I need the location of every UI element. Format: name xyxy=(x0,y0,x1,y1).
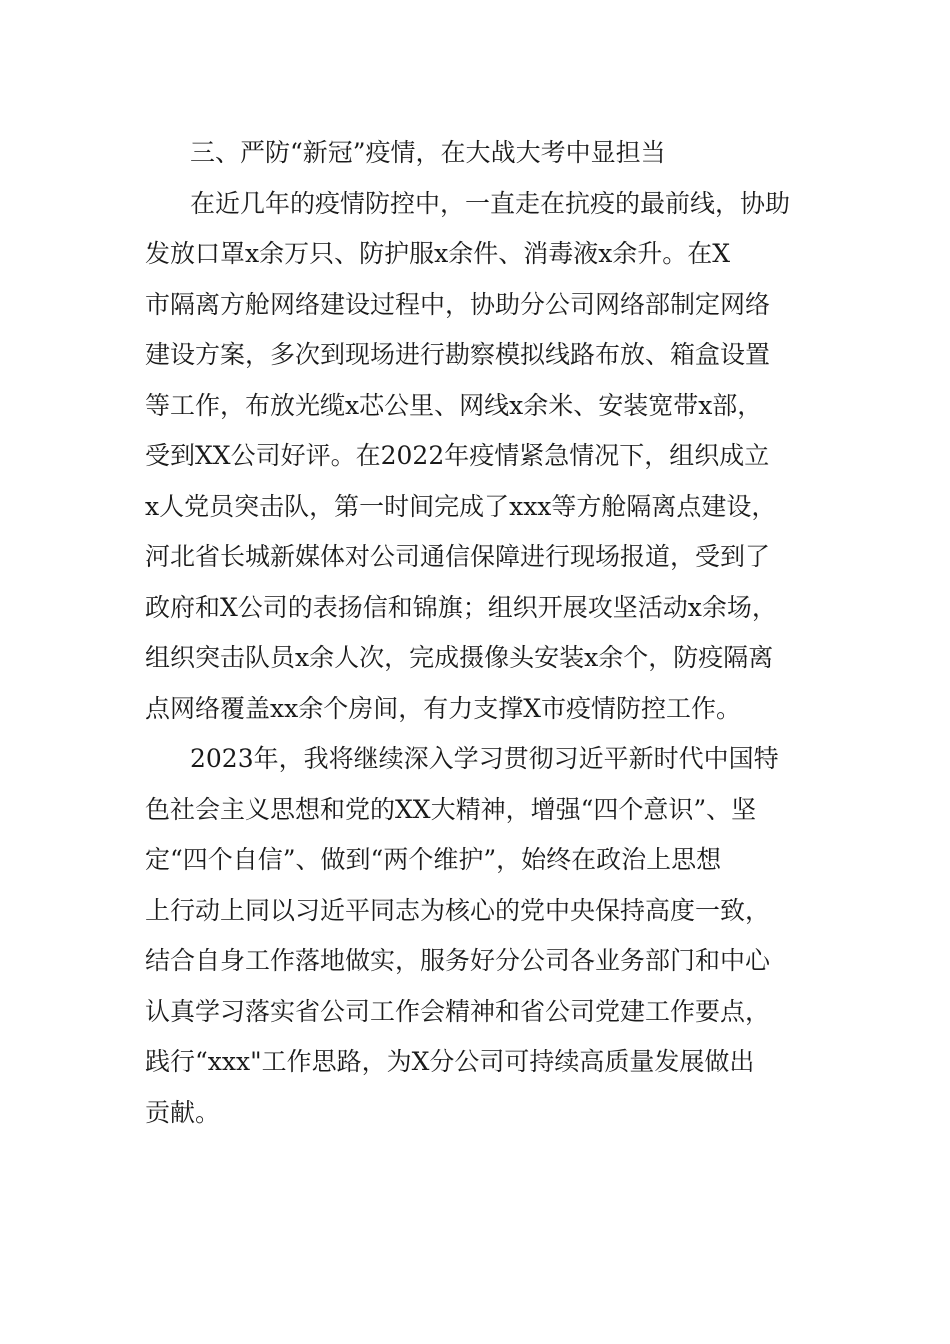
paragraph-line: 河北省长城新媒体对公司通信保障进行现场报道，受到了 xyxy=(145,542,771,571)
paragraph-line: 色社会主义思想和党的XX大精神，增强“四个意识”、坚 xyxy=(145,794,757,824)
paragraph-line: 组织突击队员x余人次，完成摄像头安装x余个，防疫隔离 xyxy=(145,643,774,672)
paragraph-line: 践行“xxx"工作思路，为X分公司可持续高质量发展做出 xyxy=(145,1047,755,1076)
paragraph-line: 上行动上同以习近平同志为核心的党中央保持高度一致， xyxy=(145,895,771,925)
section-heading: 三、严防“新冠”疫情，在大战大考中显担当 xyxy=(190,138,666,167)
paragraph-line: 认真学习落实省公司工作会精神和省公司党建工作要点， xyxy=(145,996,771,1026)
paragraph-line: 市隔离方舱网络建设过程中，协助分公司网络部制定网络 xyxy=(145,289,771,319)
paragraph-line: 点网络覆盖xx余个房间，有力支撑X市疫情防控工作。 xyxy=(145,693,741,723)
document-body xyxy=(145,128,825,1138)
paragraph-line: 2023年，我将继续深入学习贯彻习近平新时代中国特 xyxy=(190,744,779,773)
paragraph-line: 结合自身工作落地做实，服务好分公司各业务部门和中心 xyxy=(145,946,771,975)
paragraph-line: 政府和X公司的表扬信和锦旗；组织开展攻坚活动x余场， xyxy=(145,592,777,622)
paragraph-2023-plan xyxy=(145,734,825,1138)
paragraph-line: x人党员突击队，第一时间完成了xxx等方舱隔离点建设， xyxy=(145,491,777,521)
paragraph-line: 受到XX公司好评。在2022年疫情紧急情况下，组织成立 xyxy=(145,441,770,470)
paragraph-line: 发放口罩x余万只、防护服x余件、消毒液x余升。在X xyxy=(145,239,731,268)
paragraph-line: 贡献。 xyxy=(145,1097,221,1127)
paragraph-line: 定“四个自信”、做到“两个维护”，始终在政治上思想 xyxy=(145,845,722,874)
paragraph-epidemic-prevention xyxy=(145,179,825,735)
paragraph-line: 等工作，布放光缆x芯公里、网线x余米、安装宽带x部， xyxy=(145,390,763,420)
paragraph-line: 在近几年的疫情防控中，一直走在抗疫的最前线，协助 xyxy=(190,188,791,218)
paragraph-line: 建设方案，多次到现场进行勘察模拟线路布放、箱盒设置 xyxy=(145,340,771,369)
